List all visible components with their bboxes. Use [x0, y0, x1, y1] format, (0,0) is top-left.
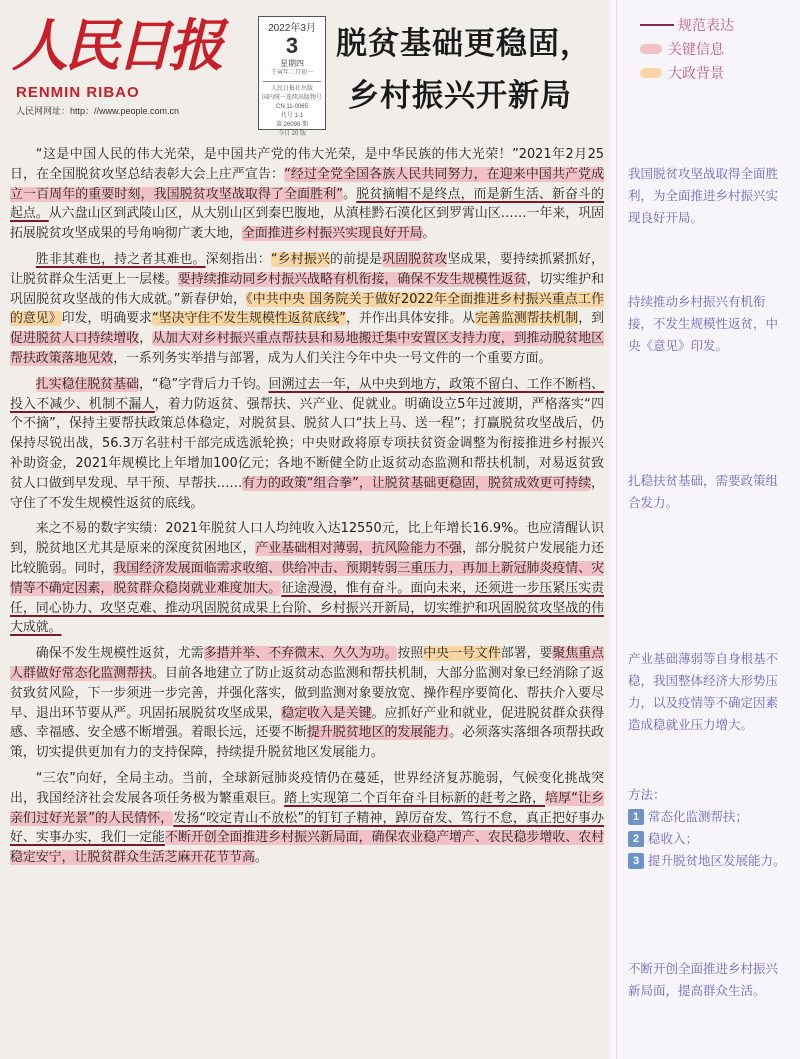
policy-highlight: “乡村振兴: [270, 251, 330, 267]
methods-title: 方法：: [628, 787, 666, 802]
legend-label: 规范表达: [678, 18, 734, 34]
expression-underline: 踏上实现第二个百年奋斗目标新的赶考之路，: [284, 790, 546, 806]
legend-label: 关键信息: [668, 42, 724, 58]
method-text: 提升脱贫地区发展能力。: [648, 853, 786, 868]
expression-underline: 回溯过去一年，从中央到地方，政策不留白、工作不断档、投入不减少、机制不漏人: [10, 376, 605, 412]
orange-swatch: [640, 68, 662, 78]
newspaper-logo: [12, 10, 252, 130]
expression-underline: 胜非其难也，持之者其难也。: [35, 251, 206, 267]
note-2: 持续推动乡村振兴有机衔接，不发生规模性返贫，中央《意见》印发。: [628, 294, 779, 353]
expression-underline: 面向未来，还须进一步压紧压实责任，同心协力、攻坚克难、推动巩固脱贫成果上台阶、乡村振兴开新局，切实维护和巩固脱贫攻坚战的伟大成就。: [10, 580, 605, 636]
daihao: 代号 1-1: [280, 113, 304, 119]
text-run: 。: [254, 850, 268, 866]
text-run: 印发，明确要求: [61, 311, 152, 327]
text-run: ，切实维护和巩固脱贫攻坚战的伟大成就。”新春伊始，: [10, 271, 605, 307]
paragraph-4: [10, 519, 604, 638]
text-run: ，并作出具体安排。从: [345, 311, 476, 327]
method-text: 常态化监测帮扶；: [648, 809, 749, 824]
text-run: ，守住了不发生规模性返贫的底线。: [10, 475, 604, 511]
text-run: “这是中国人民的伟大光荣，是中国共产党的伟大光荣，是中华民族的伟大光荣！”2021年2月25日，在全国脱贫攻坚总结表彰大会上庄严宣告：: [10, 147, 604, 182]
headline: [336, 18, 604, 122]
key-info-highlight: 培厚“让乡亲们过好光景”的人民情怀，: [10, 790, 604, 826]
text-run: 。: [422, 226, 436, 242]
headline-line-1: 脱贫基础更稳固，: [336, 26, 592, 62]
policy-highlight: “坚决守住不发生规模性返贫底线”: [151, 311, 346, 327]
text-run: 从六盘山区到武陵山区，从大别山区到秦巴腹地，从滇桂黔石漠化区到罗霄山区……一年来，巩固拓展脱贫攻坚成果的号角响彻广袤大地，: [10, 206, 605, 242]
policy-highlight: 《中共中央 国务院关于做好2022年全面推进乡村振兴重点工作的意见》: [10, 291, 605, 327]
key-info-highlight: 促进脱贫人口持续增收: [10, 331, 140, 347]
note-5: 不断开创全面推进乡村振兴新局面，提高群众生活。: [628, 961, 779, 998]
text-run: 确保不发生规模性返贫，尤需: [35, 646, 204, 662]
key-info-highlight: 有力的政策“组合拳”，让脱贫基础更稳固，脱贫成效更可持续: [242, 475, 592, 491]
legend: [640, 14, 790, 86]
text-run: ，到: [578, 311, 605, 327]
key-info-highlight: 提升脱贫地区的发展能力: [307, 725, 450, 741]
legend-item-expression: [640, 14, 790, 36]
text-run: ，: [139, 331, 153, 347]
method-item-3: [628, 850, 792, 872]
paragraph-1: [10, 145, 604, 244]
headline-line-2: 乡村振兴开新局: [348, 78, 572, 114]
date-block: [258, 16, 326, 137]
publisher: 人民日报社出版: [270, 86, 313, 92]
policy-highlight: 完善监测帮扶机制: [475, 311, 579, 327]
key-info-highlight: 产业基础相对薄弱，抗风险能力不强: [255, 541, 462, 557]
article-body: [10, 145, 604, 874]
number-badge: 1: [628, 809, 644, 825]
paragraph-5: [10, 644, 604, 763]
key-info-highlight: 从加大对乡村振兴重点帮扶县和易地搬迁集中安置区支持力度，到推动脱贫地区帮扶政策落地见效: [10, 331, 605, 366]
note-3: 扎稳扶贫基础，需要政策组合发力。: [628, 473, 779, 510]
text-run: 。必须落实落细各项帮扶政策，切实提供更加有力的支持保障，持续提升脱贫地区发展能力。: [10, 725, 605, 761]
policy-highlight: 中央一号文件: [423, 646, 501, 662]
text-run: 来之不易的数字实绩：2021年脱贫人口人均纯收入达12550元，比上年增长16.9%。也应清醒认识到，脱贫地区尤其是原来的深度贫困地区，: [10, 521, 604, 557]
pink-swatch: [640, 44, 662, 54]
text-run: 按照: [397, 646, 424, 662]
expression-underline: 发扬“咬定青山不放松”的钉钉子精神，踔厉奋发、笃行不怠，真正把好事办好、实事办实，我们一定能: [10, 810, 604, 846]
method-item-1: [628, 806, 792, 828]
text-run: 深刻指出：: [205, 251, 271, 267]
page-count: 今日 20 版: [277, 131, 306, 137]
cn-code: CN 11-0065: [276, 104, 308, 110]
expression-underline: 征途漫漫，惟有奋斗。: [281, 580, 411, 596]
logo-cn: 人民日报: [12, 13, 220, 79]
key-info-highlight: “经过全党全国各族人民共同努力，在迎来中国共产党成立一百周年的重要时刻，我国脱贫攻坚战取得了全面胜利”: [10, 166, 604, 202]
text-run: 部署，要: [500, 646, 553, 662]
paragraph-2: [10, 250, 604, 369]
text-run: 。目前各地建立了防止返贫动态监测和帮扶机制，大部分监测对象已经消除了返贫致贫风险，下一步须进一步完善，并强化落实，做到监测对象要放宽、操作程序要简化、帮扶介入要尽早、退出环节要从严。巩固拓展脱贫攻坚成果，: [10, 665, 605, 721]
text-run: 的前提是: [329, 251, 383, 267]
date-weekday: 星期四: [280, 59, 304, 68]
key-info-highlight: 扎实稳住脱贫基础: [35, 376, 140, 392]
text-run: “三农”向好，全局主动。当前，全球新冠肺炎疫情仍在蔓延，世界经济复苏脆弱，气候变化挑战突出，我国经济社会发展各项任务极为繁重艰巨。: [10, 770, 604, 806]
date-day: 3: [285, 33, 299, 58]
issn-label: 国内统一连续出版物号: [261, 95, 322, 101]
methods-note: [628, 784, 792, 872]
text-run: 。: [342, 186, 357, 202]
expression-underline: 脱贫摘帽不是终点，而是新生活、新奋斗的起点。: [10, 186, 605, 222]
key-info-highlight: 全面推进乡村振兴实现良好开局: [242, 226, 423, 242]
key-info-highlight: 我国经济发展面临需求收缩、供给冲击、预期转弱三重压力，再加上新冠肺炎疫情、灾情等不确定因素，: [10, 560, 605, 596]
margin-line: [616, 0, 617, 1059]
key-info-highlight: 聚焦重点人群做好常态化监测帮扶: [10, 646, 605, 681]
text-run: ，部分脱贫户发展能力还比较脆弱。同时，: [10, 541, 605, 576]
paragraph-3: [10, 375, 604, 514]
key-info-highlight: 巩固脱贫攻: [382, 251, 448, 267]
text-run: ，一系列务实举措与部署，成为人们关注今年中央一号文件的一个重要方面。: [113, 350, 552, 366]
paragraph-6: [10, 769, 604, 868]
note-1: 我国脱贫攻坚战取得全面胜利，为全面推进乡村振兴实现良好开局。: [628, 166, 779, 225]
text-run: 。应抓好产业和就业，促进脱贫群众获得感、幸福感、安全感不断增强。着眼长远，还要不断: [10, 705, 605, 741]
key-info-highlight: 稳定收入是关键: [281, 705, 372, 721]
key-info-highlight: 不断开创全面推进乡村振兴新局面，确保农业稳产增产、农民稳步增收、农村稳定安宁，让脱贫群众生活芝麻开花节节高: [10, 830, 605, 866]
key-info-highlight: 多措并举、不弃微末、久久为功。: [203, 646, 398, 662]
legend-label: 大政背景: [668, 66, 724, 82]
number-badge: 3: [628, 853, 644, 869]
annotation-column: [610, 0, 800, 1059]
date-lunar: 壬寅年二月初一: [270, 70, 313, 76]
text-run: 坚成果，要持续抓紧抓好，让脱贫群众生活更上一层楼。: [10, 251, 605, 287]
underline-swatch: [640, 24, 674, 26]
issue-number: 第 26098 期: [275, 122, 309, 128]
legend-item-policy-background: [640, 62, 790, 84]
key-info-highlight: 要持续推动同乡村振兴战略有机衔接，确保不发生规模性返贫: [177, 271, 527, 287]
website-line: 人民网网址：http：//www.people.com.cn: [16, 106, 180, 116]
method-text: 稳收入；: [648, 831, 699, 846]
legend-item-key-info: [640, 38, 790, 60]
date-month: 2022年3月: [268, 23, 316, 34]
logo-en: RENMIN RIBAO: [16, 84, 140, 101]
key-info-highlight: 脱贫群众稳岗就业难度加大。: [113, 580, 282, 596]
method-item-2: [628, 828, 792, 850]
date-divider: [263, 81, 321, 82]
number-badge: 2: [628, 831, 644, 847]
note-4: 产业基础薄弱等自身根基不稳，我国整体经济大形势压力，以及疫情等不确定因素造成稳就业压力增大。: [628, 651, 779, 732]
text-run: ，“稳”字背后力千钧。: [139, 376, 269, 392]
text-run: ，着力防返贫、强帮扶、兴产业、促就业。明确设立5年过渡期，严格落实“四个不摘”，保持主要帮扶政策总体稳定，对脱贫县、脱贫人口“扶上马、送一程”；打赢脱贫攻坚战后，仍保持尽锐出战，56.3万名驻村干部完成选派轮换；中央财政将原专项扶贫资金调整为衔接推进乡村振兴补助资金，2021年规模比上年增加100亿元；各地不断健全防止返贫动态监测和帮扶机制，对易返贫致贫人口做到早发现、早干预、早帮扶……: [10, 396, 604, 491]
